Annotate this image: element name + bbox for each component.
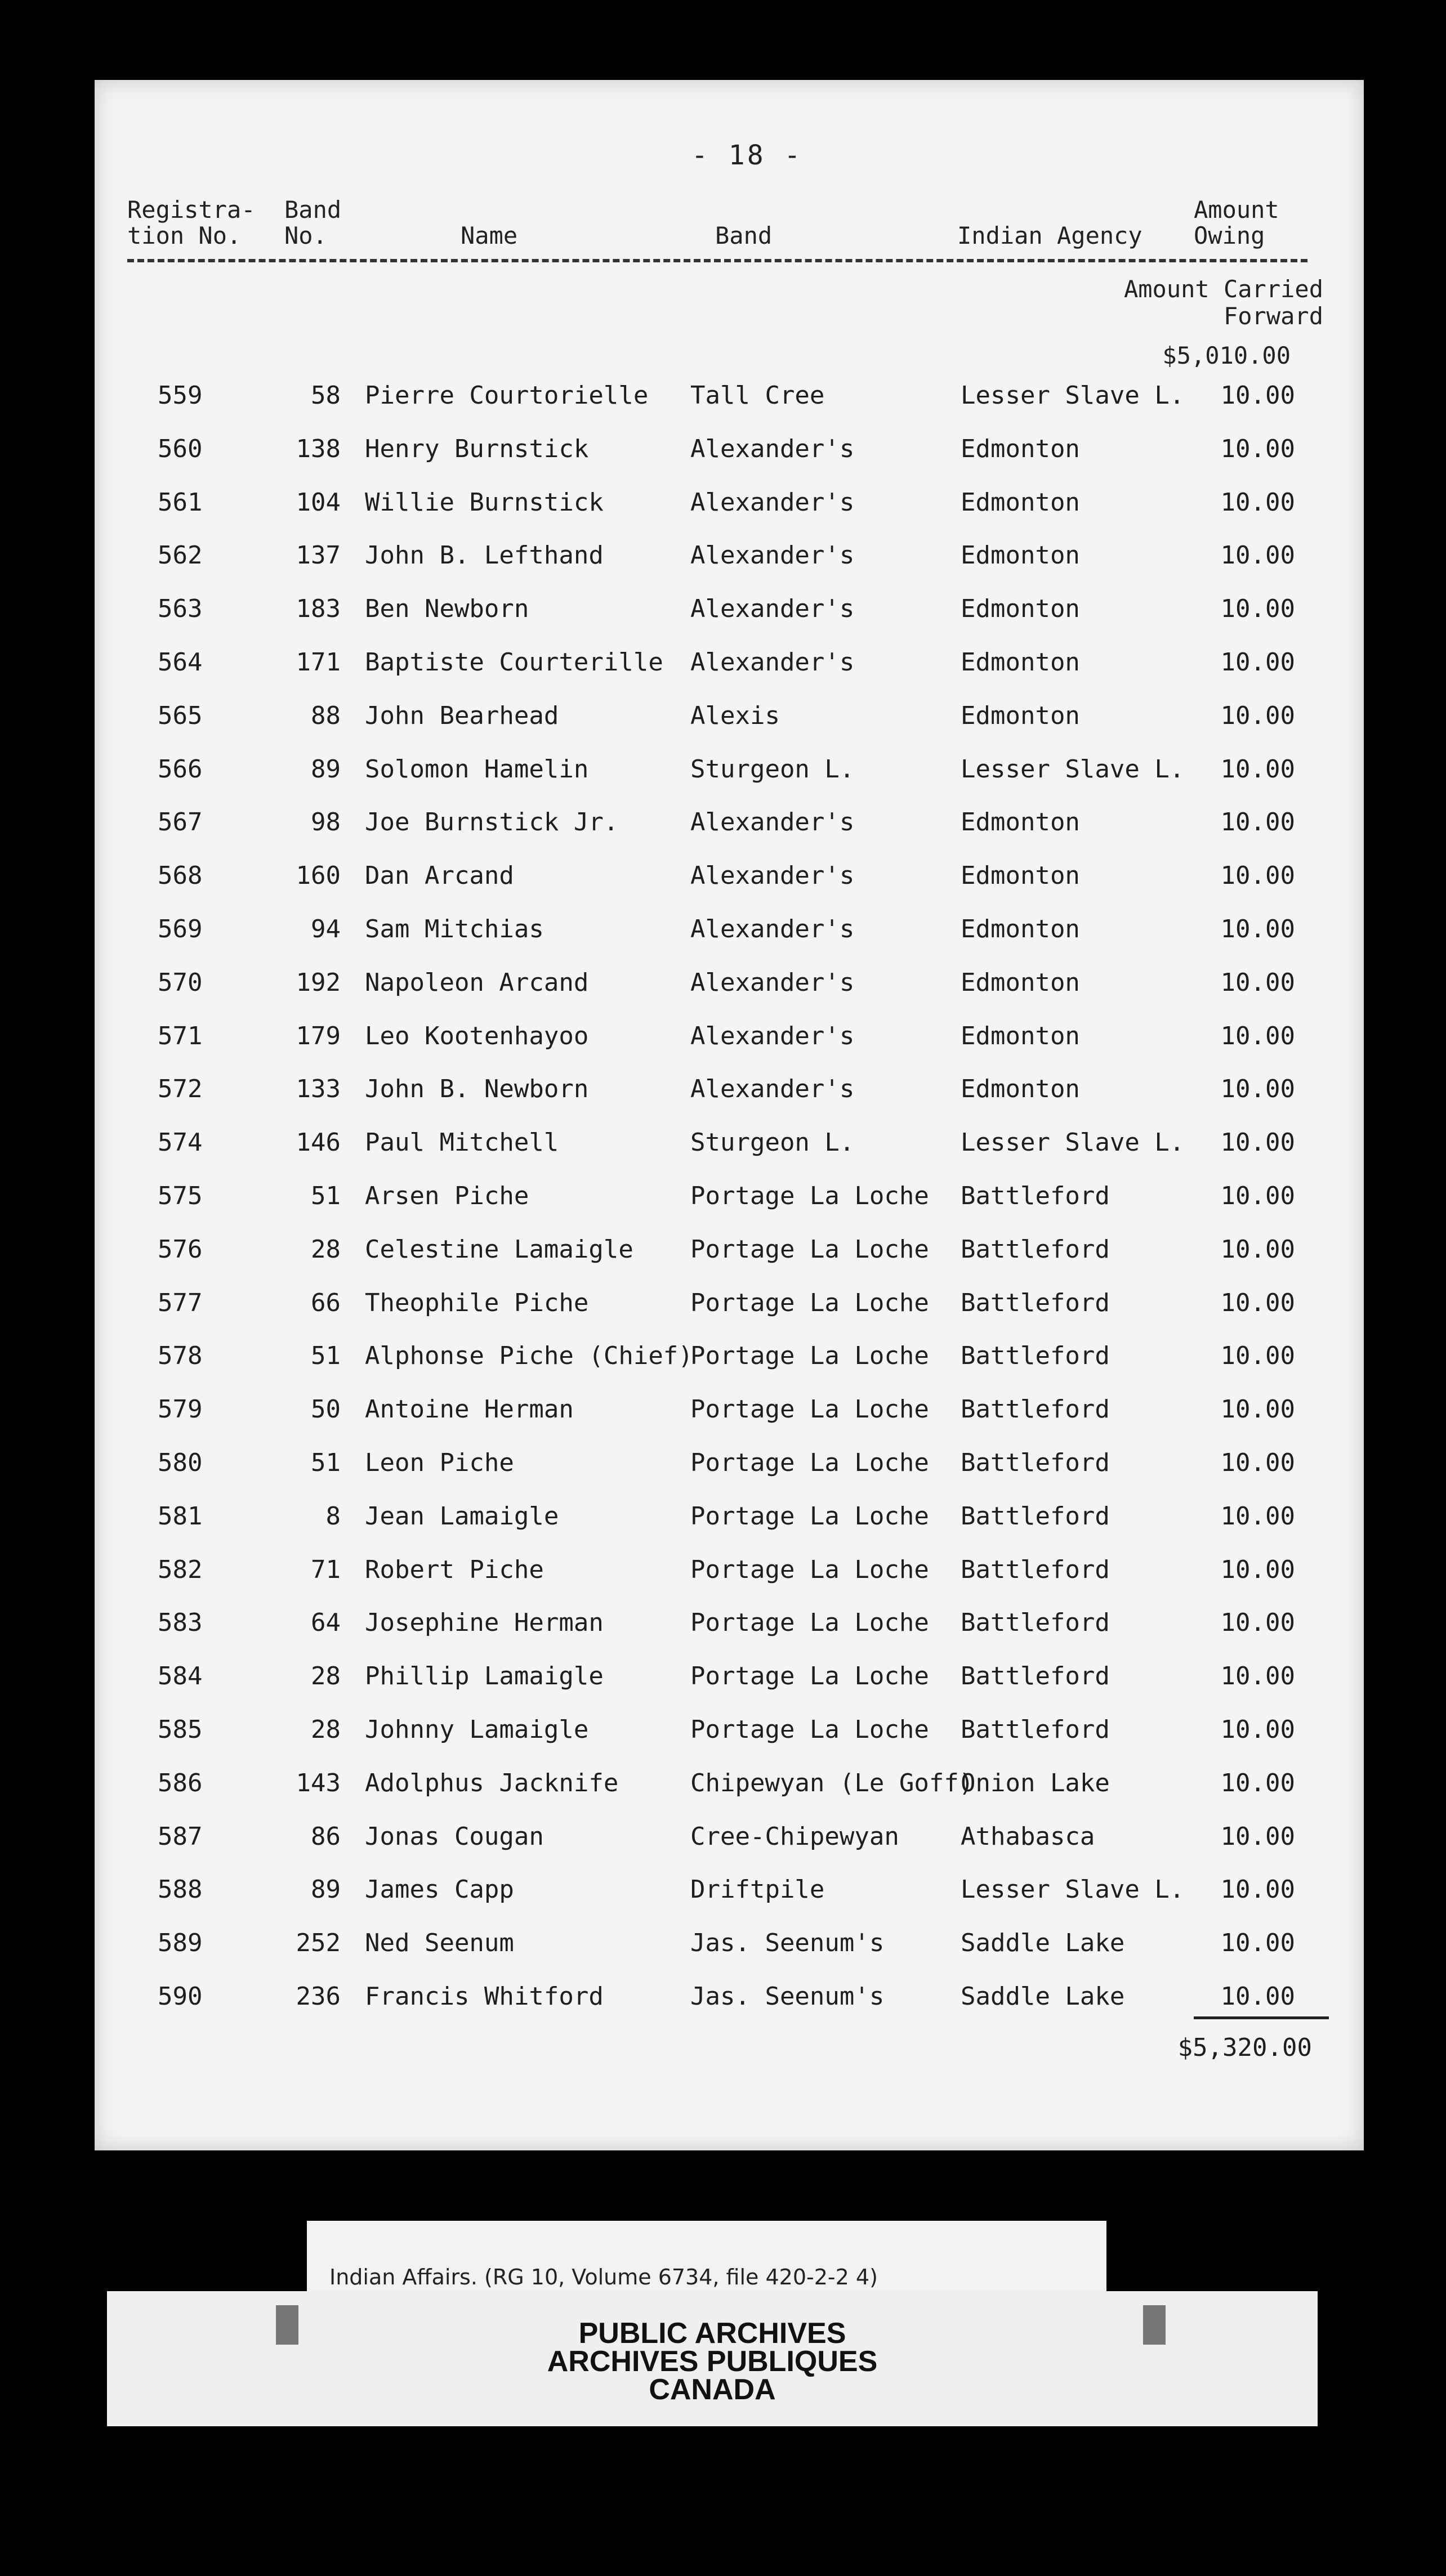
table-row: [0, 1437, 1446, 1490]
band-no-cell: 104: [296, 488, 341, 517]
table-row: [0, 1063, 1446, 1116]
name-cell: Jean Lamaigle: [365, 1501, 559, 1531]
name-cell: Solomon Hamelin: [365, 754, 589, 784]
band-cell: Portage La Loche: [690, 1501, 929, 1531]
name-cell: Leon Piche: [365, 1448, 514, 1477]
registration-no-cell: 561: [158, 488, 203, 517]
band-cell: Sturgeon L.: [690, 754, 855, 784]
name-cell: Willie Burnstick: [365, 488, 604, 517]
amount-cell: 10.00: [1220, 541, 1295, 570]
agency-cell: Battleford: [961, 1395, 1110, 1424]
amount-cell: 10.00: [1220, 594, 1295, 624]
band-cell: Sturgeon L.: [690, 1128, 855, 1157]
name-cell: Joe Burnstick Jr.: [365, 808, 619, 837]
amount-cell: 10.00: [1220, 1235, 1295, 1264]
name-cell: Henry Burnstick: [365, 434, 589, 463]
agency-cell: Battleford: [961, 1448, 1110, 1477]
table-row: [0, 1650, 1446, 1703]
registration-no-cell: 562: [158, 541, 203, 570]
agency-cell: Edmonton: [961, 1021, 1080, 1050]
agency-cell: Battleford: [961, 1341, 1110, 1371]
band-no-cell: 192: [296, 968, 341, 997]
carried-forward-value: $5,010.00: [1162, 342, 1291, 369]
registration-no-cell: 579: [158, 1395, 203, 1424]
registration-no-cell: 570: [158, 968, 203, 997]
name-cell: Theophile Piche: [365, 1288, 589, 1317]
registration-no-cell: 589: [158, 1929, 203, 1958]
table-row: [0, 1490, 1446, 1543]
band-no-cell: 143: [296, 1768, 341, 1797]
amount-cell: 10.00: [1220, 1875, 1295, 1904]
amount-cell: 10.00: [1220, 1395, 1295, 1424]
name-cell: Pierre Courtorielle: [365, 381, 649, 410]
name-cell: Phillip Lamaigle: [365, 1662, 604, 1691]
registration-no-cell: 560: [158, 434, 203, 463]
table-row: [0, 1757, 1446, 1810]
band-cell: Portage La Loche: [690, 1448, 929, 1477]
band-cell: Alexander's: [690, 968, 855, 997]
grand-total: $5,320.00: [1177, 2033, 1312, 2062]
agency-cell: Lesser Slave L.: [961, 754, 1185, 784]
table-row: [0, 1544, 1446, 1596]
table-row: [0, 1596, 1446, 1649]
amount-cell: 10.00: [1220, 808, 1295, 837]
amount-cell: 10.00: [1220, 1128, 1295, 1157]
registration-no-cell: 564: [158, 648, 203, 677]
band-no-cell: 50: [311, 1395, 341, 1424]
amount-cell: 10.00: [1220, 915, 1295, 943]
band-no-cell: 89: [311, 1875, 341, 1904]
band-cell: Alexis: [690, 701, 780, 730]
band-no-cell: 138: [296, 434, 341, 463]
amount-cell: 10.00: [1220, 1982, 1295, 2011]
name-cell: John B. Lefthand: [365, 541, 604, 570]
name-cell: Arsen Piche: [365, 1182, 529, 1210]
name-cell: John Bearhead: [365, 701, 559, 730]
agency-cell: Edmonton: [961, 701, 1080, 730]
registration-no-cell: 559: [158, 381, 203, 410]
amount-cell: 10.00: [1220, 648, 1295, 677]
band-no-cell: 236: [296, 1982, 341, 2011]
band-no-cell: 179: [296, 1021, 341, 1050]
band-cell: Jas. Seenum's: [690, 1929, 885, 1958]
band-no-cell: 171: [296, 648, 341, 677]
registration-no-cell: 575: [158, 1182, 203, 1210]
table-row: [0, 796, 1446, 849]
registration-no-cell: 563: [158, 594, 203, 624]
registration-no-cell: 577: [158, 1288, 203, 1317]
band-no-cell: 146: [296, 1128, 341, 1157]
band-no-cell: 66: [311, 1288, 341, 1317]
agency-cell: Edmonton: [961, 594, 1080, 624]
amount-cell: 10.00: [1220, 1021, 1295, 1050]
amount-cell: 10.00: [1220, 1715, 1295, 1744]
name-cell: Antoine Herman: [365, 1395, 574, 1424]
table-row: [0, 743, 1446, 796]
band-cell: Alexander's: [690, 434, 855, 463]
band-cell: Alexander's: [690, 861, 855, 891]
table-row: [0, 956, 1446, 1009]
total-underline: [1194, 2016, 1329, 2019]
band-cell: Chipewyan (Le Goff): [690, 1768, 974, 1797]
band-no-cell: 88: [311, 701, 341, 730]
band-no-cell: 86: [311, 1822, 341, 1851]
amount-cell: 10.00: [1220, 1448, 1295, 1477]
carried-forward-label: Amount Carried Forward: [1123, 275, 1323, 330]
band-cell: Alexander's: [690, 1021, 855, 1050]
agency-cell: Edmonton: [961, 434, 1080, 463]
header-amount-owing: Amount Owing: [1194, 196, 1279, 249]
band-cell: Alexander's: [690, 648, 855, 677]
table-row: [0, 1917, 1446, 1970]
table-row: [0, 1330, 1446, 1383]
table-row: [0, 1863, 1446, 1916]
agency-cell: Battleford: [961, 1288, 1110, 1317]
band-no-cell: 137: [296, 541, 341, 570]
band-cell: Portage La Loche: [690, 1395, 929, 1424]
header-band-no: Band No.: [284, 196, 342, 249]
agency-cell: Saddle Lake: [961, 1929, 1125, 1958]
agency-cell: Lesser Slave L.: [961, 381, 1185, 410]
amount-cell: 10.00: [1220, 1929, 1295, 1958]
band-no-cell: 51: [311, 1182, 341, 1210]
amount-cell: 10.00: [1220, 1608, 1295, 1638]
band-no-cell: 28: [311, 1715, 341, 1744]
band-no-cell: 94: [311, 915, 341, 943]
registration-no-cell: 571: [158, 1021, 203, 1050]
header-indian-agency: Indian Agency: [957, 222, 1142, 249]
amount-cell: 10.00: [1220, 701, 1295, 730]
registration-no-cell: 578: [158, 1341, 203, 1371]
table-row: [0, 1703, 1446, 1756]
agency-cell: Battleford: [961, 1235, 1110, 1264]
registration-no-cell: 568: [158, 861, 203, 891]
registration-no-cell: 583: [158, 1608, 203, 1638]
band-cell: Portage La Loche: [690, 1235, 929, 1264]
registration-no-cell: 576: [158, 1235, 203, 1264]
band-no-cell: 8: [325, 1501, 341, 1531]
label-tab: [276, 2305, 298, 2345]
agency-cell: Edmonton: [961, 648, 1080, 677]
band-no-cell: 183: [296, 594, 341, 624]
archive-caption: Indian Affairs. (RG 10, Volume 6734, file 420-2-2 4): [329, 2265, 878, 2289]
name-cell: Alphonse Piche (Chief): [365, 1341, 693, 1371]
registration-no-cell: 567: [158, 808, 203, 837]
band-cell: Tall Cree: [690, 381, 825, 410]
name-cell: John B. Newborn: [365, 1075, 589, 1104]
registration-no-cell: 572: [158, 1075, 203, 1104]
name-cell: Leo Kootenhayoo: [365, 1021, 589, 1050]
registration-no-cell: 582: [158, 1555, 203, 1584]
agency-cell: Lesser Slave L.: [961, 1128, 1185, 1157]
name-cell: Napoleon Arcand: [365, 968, 589, 997]
agency-cell: Edmonton: [961, 915, 1080, 943]
archive-stamp-line: PUBLIC ARCHIVES: [578, 2317, 846, 2350]
registration-no-cell: 588: [158, 1875, 203, 1904]
registration-no-cell: 581: [158, 1501, 203, 1531]
band-cell: Portage La Loche: [690, 1608, 929, 1638]
name-cell: Ben Newborn: [365, 594, 529, 624]
amount-cell: 10.00: [1220, 1288, 1295, 1317]
table-row: [0, 903, 1446, 956]
table-row: [0, 583, 1446, 636]
band-no-cell: 51: [311, 1341, 341, 1371]
amount-cell: 10.00: [1220, 754, 1295, 784]
band-no-cell: 252: [296, 1929, 341, 1958]
amount-cell: 10.00: [1220, 381, 1295, 410]
band-cell: Alexander's: [690, 541, 855, 570]
name-cell: Robert Piche: [365, 1555, 544, 1584]
label-tab: [1143, 2305, 1166, 2345]
band-no-cell: 133: [296, 1075, 341, 1104]
name-cell: Dan Arcand: [365, 861, 514, 891]
band-cell: Cree-Chipewyan: [690, 1822, 899, 1851]
archive-stamp-line: CANADA: [649, 2373, 776, 2406]
agency-cell: Athabasca: [961, 1822, 1095, 1851]
band-cell: Portage La Loche: [690, 1341, 929, 1371]
name-cell: Sam Mitchias: [365, 915, 544, 943]
table-row: [0, 1116, 1446, 1169]
name-cell: Jonas Cougan: [365, 1822, 544, 1851]
band-no-cell: 98: [311, 808, 341, 837]
band-cell: Driftpile: [690, 1875, 825, 1904]
table-row: [0, 1383, 1446, 1436]
band-cell: Portage La Loche: [690, 1662, 929, 1691]
registration-no-cell: 584: [158, 1662, 203, 1691]
band-no-cell: 71: [311, 1555, 341, 1584]
agency-cell: Battleford: [961, 1715, 1110, 1744]
table-row: [0, 1810, 1446, 1863]
name-cell: Paul Mitchell: [365, 1128, 559, 1157]
table-row: [0, 1277, 1446, 1330]
band-no-cell: 51: [311, 1448, 341, 1477]
table-row: [0, 423, 1446, 476]
archive-stamp-line: ARCHIVES PUBLIQUES: [547, 2345, 878, 2378]
registration-no-cell: 574: [158, 1128, 203, 1157]
band-cell: Portage La Loche: [690, 1288, 929, 1317]
agency-cell: Battleford: [961, 1182, 1110, 1210]
agency-cell: Edmonton: [961, 808, 1080, 837]
agency-cell: Battleford: [961, 1608, 1110, 1638]
header-name: Name: [461, 222, 518, 249]
agency-cell: Edmonton: [961, 861, 1080, 891]
band-no-cell: 28: [311, 1662, 341, 1691]
name-cell: Francis Whitford: [365, 1982, 604, 2011]
name-cell: Ned Seenum: [365, 1929, 514, 1958]
registration-no-cell: 580: [158, 1448, 203, 1477]
band-no-cell: 89: [311, 754, 341, 784]
table-row: [0, 1010, 1446, 1063]
name-cell: James Capp: [365, 1875, 514, 1904]
band-cell: Portage La Loche: [690, 1555, 929, 1584]
table-row: [0, 1970, 1446, 2023]
band-cell: Portage La Loche: [690, 1715, 929, 1744]
name-cell: Celestine Lamaigle: [365, 1235, 633, 1264]
band-no-cell: 160: [296, 861, 341, 891]
band-no-cell: 28: [311, 1235, 341, 1264]
amount-cell: 10.00: [1220, 1768, 1295, 1797]
header-registration-no: Registra- tion No.: [127, 196, 256, 249]
amount-cell: 10.00: [1220, 1662, 1295, 1691]
band-no-cell: 64: [311, 1608, 341, 1638]
agency-cell: Edmonton: [961, 968, 1080, 997]
amount-cell: 10.00: [1220, 1822, 1295, 1851]
amount-cell: 10.00: [1220, 1075, 1295, 1104]
table-row: [0, 369, 1446, 422]
table-row: [0, 636, 1446, 689]
amount-cell: 10.00: [1220, 1555, 1295, 1584]
header-band: Band: [715, 222, 773, 249]
agency-cell: Edmonton: [961, 488, 1080, 517]
agency-cell: Edmonton: [961, 1075, 1080, 1104]
band-cell: Jas. Seenum's: [690, 1982, 885, 2011]
page-number: - 18 -: [691, 140, 803, 171]
table-row: [0, 1223, 1446, 1276]
amount-cell: 10.00: [1220, 861, 1295, 891]
amount-cell: 10.00: [1220, 1501, 1295, 1531]
agency-cell: Battleford: [961, 1555, 1110, 1584]
name-cell: Baptiste Courterille: [365, 648, 663, 677]
table-row: [0, 1170, 1446, 1223]
agency-cell: Saddle Lake: [961, 1982, 1125, 2011]
band-cell: Alexander's: [690, 808, 855, 837]
name-cell: Josephine Herman: [365, 1608, 604, 1638]
registration-no-cell: 565: [158, 701, 203, 730]
band-cell: Alexander's: [690, 915, 855, 943]
amount-cell: 10.00: [1220, 1182, 1295, 1210]
amount-cell: 10.00: [1220, 1341, 1295, 1371]
registration-no-cell: 586: [158, 1768, 203, 1797]
registration-no-cell: 569: [158, 915, 203, 943]
name-cell: Adolphus Jacknife: [365, 1768, 619, 1797]
band-cell: Alexander's: [690, 488, 855, 517]
registration-no-cell: 566: [158, 754, 203, 784]
agency-cell: Battleford: [961, 1662, 1110, 1691]
table-row: [0, 476, 1446, 529]
amount-cell: 10.00: [1220, 434, 1295, 463]
amount-cell: 10.00: [1220, 968, 1295, 997]
amount-cell: 10.00: [1220, 488, 1295, 517]
table-row: [0, 690, 1446, 743]
header-dashed-rule: [127, 259, 1307, 262]
agency-cell: Lesser Slave L.: [961, 1875, 1185, 1904]
registration-no-cell: 587: [158, 1822, 203, 1851]
band-no-cell: 58: [311, 381, 341, 410]
name-cell: Johnny Lamaigle: [365, 1715, 589, 1744]
agency-cell: Edmonton: [961, 541, 1080, 570]
agency-cell: Onion Lake: [961, 1768, 1110, 1797]
registration-no-cell: 585: [158, 1715, 203, 1744]
table-row: [0, 849, 1446, 902]
registration-no-cell: 590: [158, 1982, 203, 2011]
table-row: [0, 529, 1446, 582]
band-cell: Alexander's: [690, 1075, 855, 1104]
agency-cell: Battleford: [961, 1501, 1110, 1531]
band-cell: Portage La Loche: [690, 1182, 929, 1210]
band-cell: Alexander's: [690, 594, 855, 624]
